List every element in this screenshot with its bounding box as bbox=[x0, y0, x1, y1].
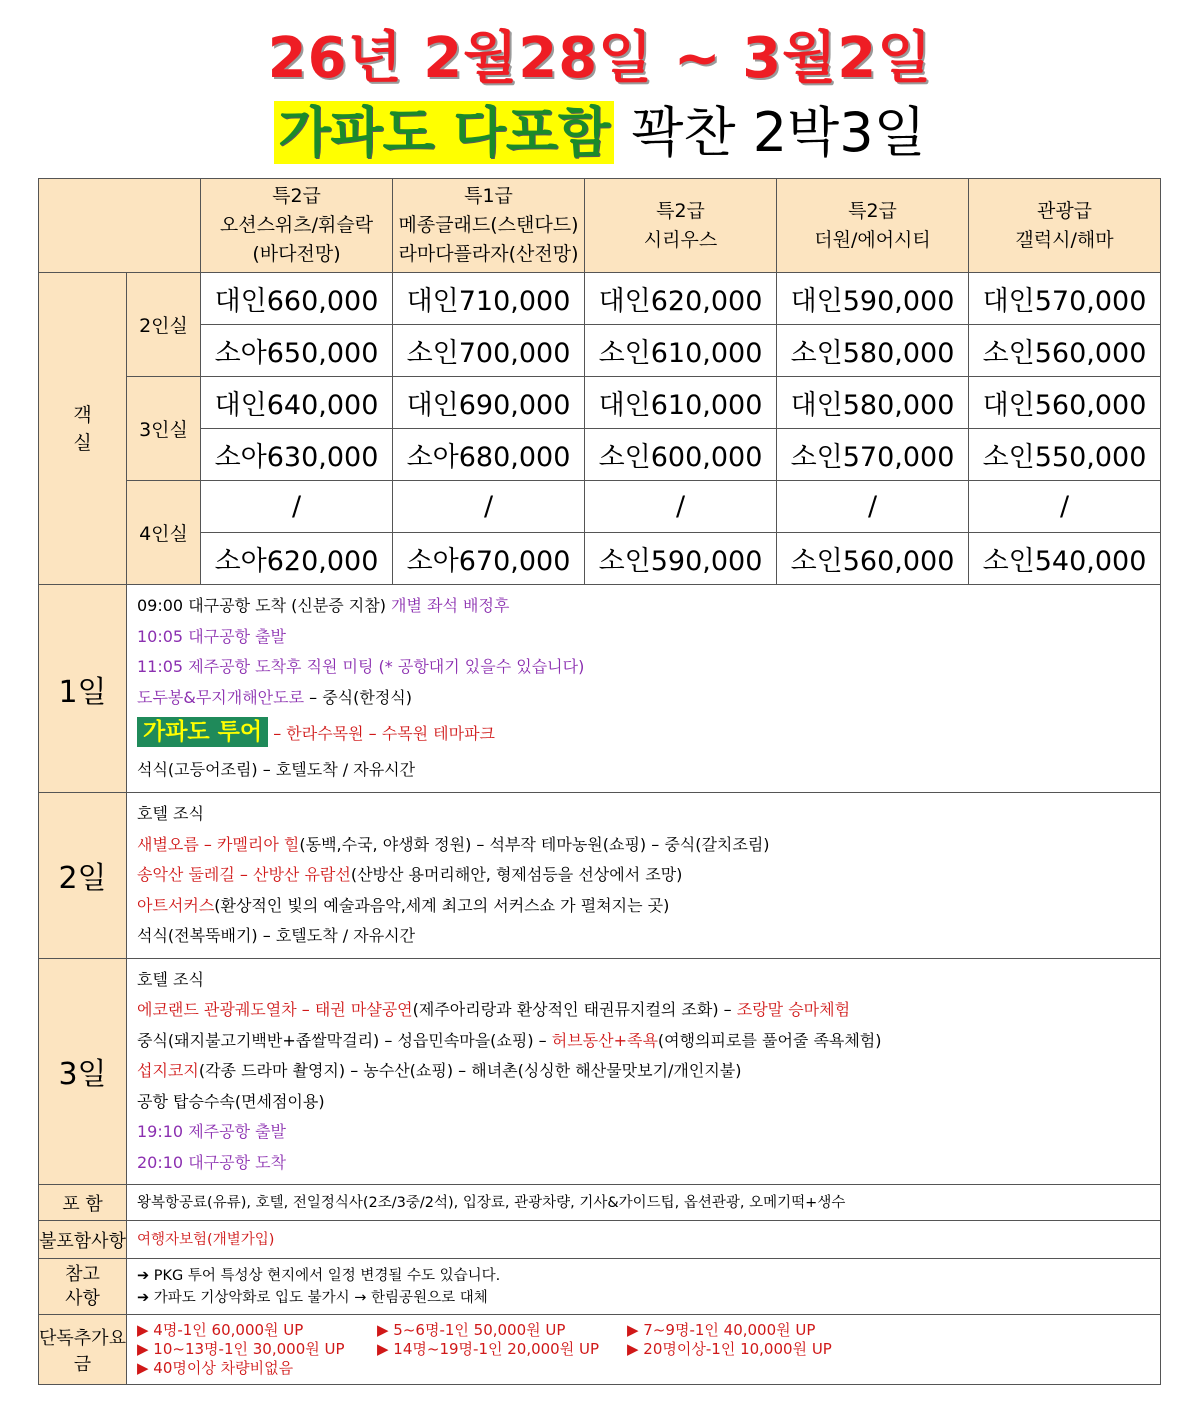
title-package bbox=[0, 90, 1200, 167]
hotel-header bbox=[201, 179, 393, 273]
schedule-text: (동백,수국, 야생화 정원) – 석부작 테마농원(쇼핑) – 중식(갈치조림) bbox=[299, 834, 770, 854]
extra-fee-label: 단독추가요금 bbox=[39, 1315, 127, 1385]
hotel-header bbox=[777, 179, 969, 273]
schedule-text: 조랑말 승마체험 bbox=[736, 1000, 851, 1019]
price-cell: 대인660,000 bbox=[201, 273, 393, 325]
price-schedule-table bbox=[38, 178, 1161, 1385]
note-line: ➔ 가파도 기상악화로 입도 불가시 → 한림공원으로 대체 bbox=[137, 1289, 488, 1306]
extra-fee-row bbox=[137, 1359, 1150, 1378]
extra-fee-item: ▶ 4명-1인 60,000원 UP bbox=[137, 1321, 304, 1339]
schedule-text: 19:10 제주공항 출발 bbox=[137, 1122, 287, 1141]
extra-fee-item: ▶ 20명이상-1인 10,000원 UP bbox=[627, 1340, 832, 1358]
schedule-text: 개별 좌석 배정후 bbox=[391, 596, 510, 616]
price-cell: / bbox=[777, 481, 969, 533]
price-cell: 대인610,000 bbox=[585, 377, 777, 429]
header-corner bbox=[39, 179, 201, 273]
notes-label: 참고 사항 bbox=[39, 1259, 127, 1315]
schedule-line bbox=[137, 830, 1150, 861]
extra-fee-row bbox=[137, 1321, 1150, 1340]
schedule-line bbox=[137, 591, 1150, 622]
price-cell: / bbox=[969, 481, 1161, 533]
hotel-name: 시리우스 bbox=[643, 228, 718, 251]
schedule-line bbox=[137, 1148, 1150, 1179]
day-schedule bbox=[127, 958, 1161, 1185]
schedule-line bbox=[137, 713, 1150, 755]
extra-fee-list bbox=[127, 1315, 1161, 1385]
extra-fee-item: ▶ 14명~19명-1인 20,000원 UP bbox=[377, 1340, 600, 1358]
schedule-text: 송악산 둘레길 – 산방산 유람선 bbox=[137, 865, 351, 884]
price-cell: 소아630,000 bbox=[201, 429, 393, 481]
schedule-text: (환상적인 빛의 예술과음악,세계 최고의 서커스쇼 가 펼쳐지는 곳) bbox=[214, 895, 670, 915]
schedule-text: – 중식(한정식) bbox=[304, 687, 412, 707]
price-cell: 소인700,000 bbox=[393, 325, 585, 377]
schedule-line bbox=[137, 622, 1150, 653]
note-line: ➔ PKG 투어 특성상 현지에서 일정 변경될 수도 있습니다. bbox=[137, 1267, 501, 1284]
schedule-line bbox=[137, 755, 1150, 786]
price-cell: 대인560,000 bbox=[969, 377, 1161, 429]
schedule-text: 중식(돼지불고기백반+좁쌀막걸리) – 성읍민속마을(쇼핑) – bbox=[137, 1030, 552, 1050]
price-cell: 소인560,000 bbox=[969, 325, 1161, 377]
schedule-text: 에코랜드 관광궤도열차 – 태권 마샬공연 bbox=[137, 1000, 413, 1019]
schedule-text: (제주아리랑과 환상적인 태권뮤지컬의 조화) – bbox=[412, 1000, 737, 1019]
room-type: 3인실 bbox=[127, 377, 201, 481]
day-label: 3일 bbox=[39, 958, 127, 1185]
schedule-text: 11:05 제주공항 도착후 직원 미팅 (* 공항대기 있을수 있습니다) bbox=[137, 657, 585, 677]
price-cell: 대인570,000 bbox=[969, 273, 1161, 325]
price-cell: / bbox=[585, 481, 777, 533]
schedule-line bbox=[137, 683, 1150, 714]
schedule-line bbox=[137, 995, 1150, 1026]
day-schedule bbox=[127, 585, 1161, 793]
excluded-label: 불포함사항 bbox=[39, 1221, 127, 1259]
extra-fee-item: ▶ 5~6명-1인 50,000원 UP bbox=[377, 1321, 566, 1339]
price-cell: 소인580,000 bbox=[777, 325, 969, 377]
included-label: 포 함 bbox=[39, 1185, 127, 1221]
title-highlight: 가파도 다포함 bbox=[274, 101, 614, 164]
hotel-grade: 특2급 bbox=[848, 199, 897, 222]
extra-fee-item: ▶ 40명이상 차량비없음 bbox=[137, 1359, 294, 1377]
notes-text bbox=[127, 1259, 1161, 1315]
price-cell: 대인620,000 bbox=[585, 273, 777, 325]
extra-fee-item: ▶ 10~13명-1인 30,000원 UP bbox=[137, 1340, 345, 1358]
price-cell: 소인600,000 bbox=[585, 429, 777, 481]
schedule-text: 아트서커스 bbox=[137, 895, 215, 915]
hotel-grade: 특1급 bbox=[464, 185, 513, 207]
schedule-text: 섭지코지 bbox=[137, 1061, 199, 1080]
schedule-line bbox=[137, 652, 1150, 683]
price-cell: / bbox=[393, 481, 585, 533]
price-cell: 소아650,000 bbox=[201, 325, 393, 377]
room-label: 객 실 bbox=[39, 273, 127, 585]
price-cell: 소인550,000 bbox=[969, 429, 1161, 481]
hotel-name: 더원/에어시티 bbox=[814, 228, 931, 251]
price-cell: 대인640,000 bbox=[201, 377, 393, 429]
schedule-text: 호텔 조식 bbox=[137, 804, 204, 823]
price-cell: 대인710,000 bbox=[393, 273, 585, 325]
schedule-text: (각종 드라마 촬영지) – 농수산(쇼핑) – 해녀촌(싱싱한 해산물맛보기/개인지불) bbox=[198, 1061, 742, 1080]
hotel-header bbox=[969, 179, 1161, 273]
hotel-note: (바다전망) bbox=[252, 243, 341, 265]
price-cell: 소아680,000 bbox=[393, 429, 585, 481]
schedule-line bbox=[137, 965, 1150, 996]
hotel-name: 갤럭시/해마 bbox=[1015, 228, 1114, 251]
schedule-text: (여행의피로를 풀어줄 족욕체험) bbox=[657, 1030, 882, 1050]
schedule-text: 공항 탑승수속(면세점이용) bbox=[137, 1091, 325, 1111]
price-cell: 소인570,000 bbox=[777, 429, 969, 481]
schedule-text: (산방산 용머리해안, 형제섬등을 선상에서 조망) bbox=[350, 865, 683, 884]
tour-badge: 가파도 투어 bbox=[137, 717, 268, 747]
hotel-name: 오션스위츠/휘슬락 bbox=[219, 214, 374, 236]
price-cell: 대인580,000 bbox=[777, 377, 969, 429]
schedule-text: 10:05 대구공항 출발 bbox=[137, 626, 287, 646]
price-cell: / bbox=[201, 481, 393, 533]
day-schedule bbox=[127, 793, 1161, 959]
price-cell: 소인590,000 bbox=[585, 533, 777, 585]
schedule-text: 새별오름 – 카멜리아 힐 bbox=[137, 834, 300, 854]
schedule-line bbox=[137, 860, 1150, 891]
excluded-text: 여행자보험(개별가입) bbox=[127, 1221, 1161, 1259]
schedule-line bbox=[137, 891, 1150, 922]
included-text: 왕복항공료(유류), 호텔, 전일정식사(2조/3중/2석), 입장료, 관광차량, 기사&가이드팁, 옵션관광, 오메기떡+생수 bbox=[127, 1185, 1161, 1221]
hotel-grade: 관광급 bbox=[1036, 199, 1093, 222]
price-cell: 소인560,000 bbox=[777, 533, 969, 585]
extra-fee-row bbox=[137, 1340, 1150, 1359]
price-cell: 대인590,000 bbox=[777, 273, 969, 325]
price-cell: 소인610,000 bbox=[585, 325, 777, 377]
schedule-text: 석식(고등어조림) – 호텔도착 / 자유시간 bbox=[137, 760, 416, 780]
price-cell: 대인690,000 bbox=[393, 377, 585, 429]
day-label: 2일 bbox=[39, 793, 127, 959]
extra-fee-item: ▶ 7~9명-1인 40,000원 UP bbox=[627, 1321, 816, 1339]
price-cell: 소아670,000 bbox=[393, 533, 585, 585]
room-type: 2인실 bbox=[127, 273, 201, 377]
title-rest: 꽉찬 2박3일 bbox=[631, 101, 926, 164]
hotel-name: 메종글래드(스탠다드) bbox=[398, 214, 579, 236]
hotel-note: 라마다플라자(산전망) bbox=[398, 243, 579, 265]
hotel-header bbox=[585, 179, 777, 273]
schedule-text: 09:00 대구공항 도착 (신분증 지참) bbox=[137, 596, 392, 616]
schedule-text: – 한라수목원 – 수목원 테마파크 bbox=[268, 724, 496, 744]
schedule-text: 허브동산+족욕 bbox=[551, 1030, 658, 1050]
schedule-text: 도두봉&무지개해안도로 bbox=[137, 687, 305, 707]
price-cell: 소인540,000 bbox=[969, 533, 1161, 585]
schedule-line bbox=[137, 799, 1150, 830]
schedule-line bbox=[137, 1026, 1150, 1057]
schedule-text: 호텔 조식 bbox=[137, 969, 204, 989]
day-label: 1일 bbox=[39, 585, 127, 793]
schedule-text: 석식(전복뚝배기) – 호텔도착 / 자유시간 bbox=[137, 926, 416, 945]
schedule-line bbox=[137, 921, 1150, 952]
hotel-grade: 특2급 bbox=[656, 199, 705, 222]
schedule-line bbox=[137, 1056, 1150, 1087]
hotel-grade: 특2급 bbox=[272, 185, 321, 207]
room-type: 4인실 bbox=[127, 481, 201, 585]
title-dates: 26년 2월28일 ~ 3월2일 bbox=[267, 26, 933, 91]
price-cell: 소아620,000 bbox=[201, 533, 393, 585]
schedule-text: 20:10 대구공항 도착 bbox=[137, 1152, 287, 1172]
schedule-line bbox=[137, 1087, 1150, 1118]
schedule-line bbox=[137, 1117, 1150, 1148]
hotel-header bbox=[393, 179, 585, 273]
